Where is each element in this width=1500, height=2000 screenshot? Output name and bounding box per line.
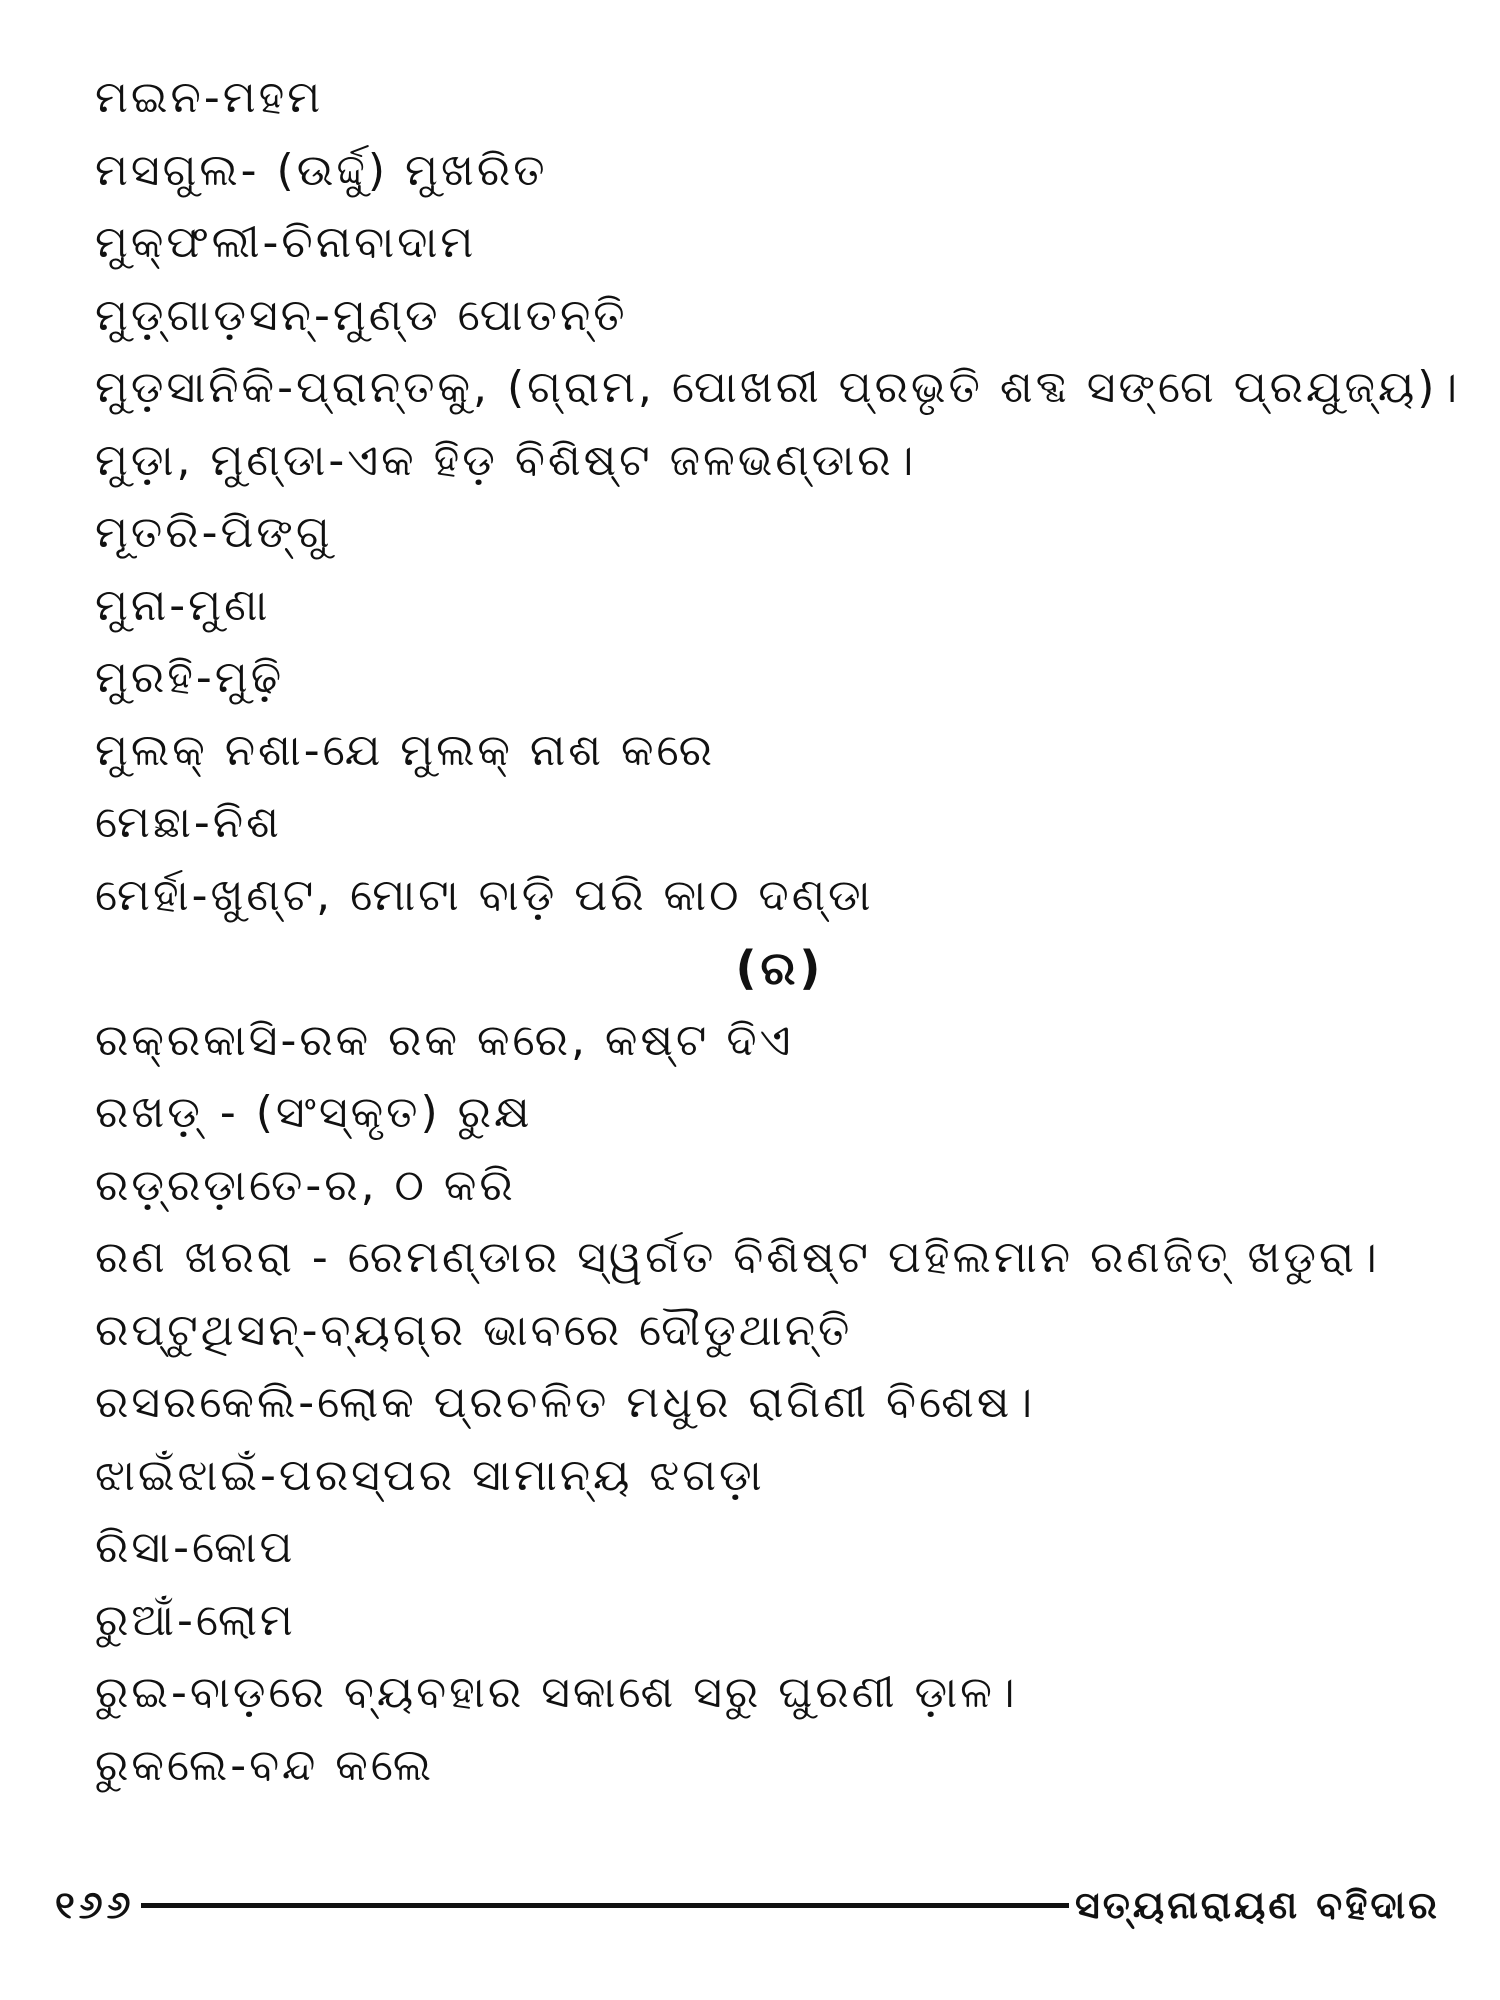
glossary-entry: ମୁଲକ୍ ନଶା-ଯେ ମୁଲକ୍ ନାଶ କରେ bbox=[95, 724, 715, 776]
glossary-entry: ରସରକେଲି-ଲୋକ ପ୍ରଚଳିତ ମଧୁର ରାଗିଣୀ ବିଶେଷ। bbox=[95, 1377, 1036, 1428]
section-heading: (ର) bbox=[735, 941, 825, 995]
glossary-entry: ରଡ଼୍ରଡ଼ାତେ-ର, ଠ କରି bbox=[95, 1159, 516, 1211]
glossary-entry: ରଖଡ଼୍ - (ସଂସ୍କୃତ) ରୁକ୍ଷ bbox=[95, 1087, 533, 1138]
glossary-entry: ରଣ ଖରରା - ରେମଣ୍ଡାର ସ୍ୱର୍ଗତ ବିଶିଷ୍ଟ ପହିଲମାନ ରଣଜିତ୍ ଖଡୁରା। bbox=[95, 1232, 1380, 1283]
glossary-entry: ରକ୍ରକାସି-ରକ ରକ କରେ, କଷ୍ଟ ଦିଏ bbox=[95, 1014, 794, 1066]
glossary-entry: ମେଛା-ନିଶ bbox=[95, 797, 282, 848]
glossary-entry: ରୁଆଁ-ଲୋମ bbox=[95, 1594, 296, 1646]
glossary-entry: ମୁଡ଼ା, ମୁଣ୍ଡା-ଏକ ହିଡ଼ ବିଶିଷ୍ଟ ଜଳଭଣ୍ଡାର। bbox=[95, 434, 917, 486]
glossary-entry: ମୁରହି-ମୁଢ଼ି bbox=[95, 652, 285, 703]
page-footer bbox=[55, 1875, 1440, 1935]
author-name: ସତ୍ୟନାରାୟଣ ବହିଦାର bbox=[1075, 1882, 1440, 1927]
footer-rule bbox=[141, 1903, 1069, 1908]
glossary-entry: ଝାଇଁଝାଇଁ-ପରସ୍ପର ସାମାନ୍ୟ ଝଗଡ଼ା bbox=[95, 1449, 765, 1501]
glossary-entry: ରୁକଲେ-ବନ୍ଦ କଲେ bbox=[95, 1739, 435, 1791]
glossary-list bbox=[95, 62, 1465, 1802]
glossary-entry: ରିସା-କୋପ bbox=[95, 1522, 296, 1573]
page-number: ୧୬୬ bbox=[55, 1882, 135, 1927]
glossary-entry: ମସଗୁଲ- (ଉର୍ଦ୍ଦୁ) ମୁଖରିତ bbox=[95, 144, 548, 196]
glossary-entry: ମୁନା-ମୁଣା bbox=[95, 579, 271, 631]
glossary-entry: ମଇନ-ମହମ bbox=[95, 72, 324, 123]
glossary-entry: ମୁଡ଼ସାନିକି-ପ୍ରାନ୍ତକୁ, (ଗ୍ରାମ, ପୋଖରୀ ପ୍ରଭୃତି ଶବ୍ଦ ସଙ୍ଗେ ପ୍ରଯୁଜ୍ୟ)। bbox=[95, 362, 1461, 413]
glossary-entry: ମୁଡ଼୍ଗାଡ଼ସନ୍-ମୁଣ୍ଡ ପୋତନ୍ତି bbox=[95, 289, 628, 341]
glossary-entry: ମେର୍ହା-ଖୁଣ୍ଟ, ମୋଟା ବାଡ଼ି ପରି କାଠ ଦଣ୍ଡା bbox=[95, 869, 874, 921]
glossary-entry: ରପ୍ଟୁଥିସନ୍-ବ୍ୟଗ୍ର ଭାବରେ ଦୌଡୁଥାନ୍ତି bbox=[95, 1304, 853, 1356]
glossary-entry: ରୁଇ-ବାଡ଼ରେ ବ୍ୟବହାର ସକାଶେ ସରୁ ଘୁରଣୀ ଡ଼ାଳ। bbox=[95, 1667, 1018, 1718]
glossary-entry: ମୁକ୍ଫଲୀ-ଚିନାବାଦାମ bbox=[95, 217, 477, 268]
glossary-entry: ମୂତରି-ପିଙ୍ଗୁ bbox=[95, 507, 333, 558]
